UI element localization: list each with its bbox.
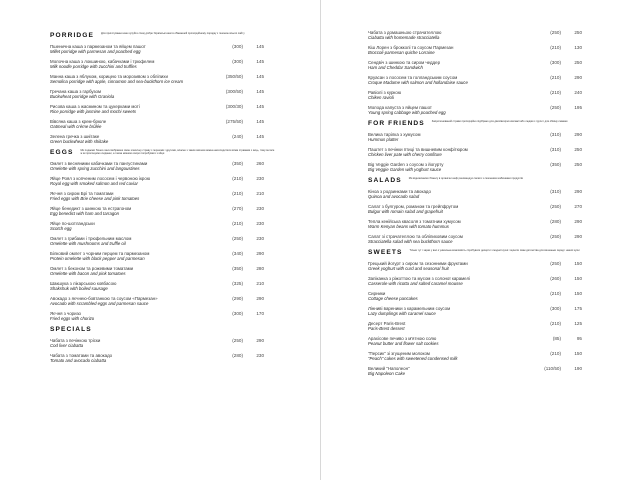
dish-price: 290: [574, 189, 582, 194]
dish-price: 280: [256, 266, 264, 271]
dish-weight: (325): [232, 281, 243, 286]
menu-item: [50, 251, 275, 261]
menu-item: [368, 291, 593, 301]
dish-weight: (110/50): [544, 366, 561, 371]
dish-name-ua: Зелена гречка з шиітаке: [50, 134, 100, 139]
dish-name-en: Peanut butter and flower salt cookies: [368, 341, 439, 346]
dish-weight: (250): [550, 204, 561, 209]
section-header: [50, 32, 275, 39]
section-note: Тільки тут і зараз у вас є унікальна можливість спробувати десерти з модної кухні і оцінити смак дитинства для вишеньки серед і нашої кухні: [409, 249, 580, 252]
dish-price: 290: [574, 219, 582, 224]
menu-item: [50, 311, 275, 321]
dish-weight: (250): [550, 105, 561, 110]
dish-weight: (210): [232, 191, 243, 196]
dish-price: 145: [256, 59, 264, 64]
dish-weight: (210): [550, 351, 561, 356]
dish-name-en: Egg benedict with ham and tarragon: [50, 211, 120, 216]
dish-weight: (85): [552, 336, 561, 341]
dish-name-ua: Омлет з весняними кабачками та пангустинами: [50, 161, 148, 166]
menu-item: [50, 104, 275, 114]
dish-price: 125: [574, 321, 582, 326]
menu-item: [368, 204, 593, 214]
dish-name-ua: Чабата з томатами та авокадо: [50, 353, 113, 358]
dish-weight: (300): [232, 59, 243, 64]
dish-name-en: Lazy dumplings with caramel sauce: [368, 311, 436, 316]
menu-item: [50, 89, 275, 99]
dish-name-en: Paris-Brest dessert: [368, 326, 405, 331]
dish-name-en: Croque Madame with salmon and hollandaise sauce: [368, 80, 468, 85]
dish-name-ua: Великий "Наполеон": [368, 366, 410, 371]
dish-name-en: Tomato and avocado ciabatta: [50, 358, 107, 363]
dish-name-ua: Салат з булгуром, романом та грейпфрутом: [368, 204, 459, 209]
menu-item: [368, 90, 593, 100]
menu-item: [368, 75, 593, 85]
dish-weight: (310): [550, 147, 561, 152]
dish-name-ua: Манна каша з яблуком, корицею та морозивом з обліпихи: [50, 74, 168, 79]
section-header: [368, 249, 593, 256]
dish-weight: (240): [232, 134, 243, 139]
dish-weight: (280): [232, 353, 243, 358]
dish-name-ua: Салат зі страчателлою та обліпиховим соусом: [368, 234, 463, 239]
dish-price: 240: [574, 90, 582, 95]
dish-name-en: Warm Kenyan beans with tomato hummus: [368, 224, 449, 229]
section-header: [368, 120, 593, 127]
menu-item: [368, 132, 593, 142]
menu-item: [368, 30, 593, 40]
dish-price: 290: [256, 338, 264, 343]
dish-name-en: Rice porridge with jasmine and mochi sweets: [50, 109, 136, 114]
section-note: Ми відновлюємо бізнесу в органічні шеф рекомендує салати з сезонними кабачками продуктів: [408, 177, 523, 180]
dish-price: 290: [256, 296, 264, 301]
dish-name-en: Fried eggs with Brie cheese and pink tomatoes: [50, 196, 140, 201]
left-column: [50, 30, 275, 368]
menu-item: [368, 351, 593, 361]
dish-price: 150: [574, 261, 582, 266]
dish-weight: (300): [550, 60, 561, 65]
dish-name-ua: Сендвіч з шинкою та сиром чеддер: [368, 60, 441, 65]
dish-price: 230: [256, 221, 264, 226]
menu-item: [368, 366, 593, 376]
section-title: EGGS: [50, 149, 74, 156]
dish-name-en: Shakshuk with boiled sausage: [50, 286, 108, 291]
dish-price: 145: [256, 134, 264, 139]
dish-name-ua: Яйце по-шотландськи: [50, 221, 95, 226]
specials-continued: [368, 30, 593, 115]
dish-name-en: Omelette with bacon and pink tomatoes: [50, 271, 126, 276]
dish-weight: (210): [232, 221, 243, 226]
dish-weight: (270): [232, 206, 243, 211]
menu-item: [368, 219, 593, 229]
dish-weight: (210): [550, 321, 561, 326]
menu-item: [50, 296, 275, 306]
dish-name-en: Fried eggs with chorizo: [50, 316, 95, 321]
dish-weight: (210): [550, 90, 561, 95]
menu-item: [50, 74, 275, 84]
menu-page-right: [320, 0, 640, 480]
dish-name-ua: Білковий омлет з чорним перцем та пармезаном: [50, 251, 150, 256]
dish-name-ua: Тепла кенійська квасоля з томатним хумусом: [368, 219, 461, 224]
dish-weight: (340): [232, 251, 243, 256]
section-header: [368, 177, 593, 184]
menu-item: [50, 266, 275, 276]
menu-item: [368, 306, 593, 316]
dish-weight: (210): [550, 291, 561, 296]
dish-name-ua: Молочна каша з локшиною, кабачками і трюфелем: [50, 59, 155, 64]
dish-name-ua: Рисова каша з жасмином та цукерками моті: [50, 104, 140, 109]
section-note: Для приготування каш купуйте спеці добре Українські каші в обмеженій пропорційному порядку з пшоною всього сайту: [100, 32, 245, 35]
dish-name-en: Green buckwheat with shiitake: [50, 139, 109, 144]
menu-section: [368, 120, 593, 172]
menu-item: [50, 134, 275, 144]
dish-weight: (210): [232, 176, 243, 181]
dish-price: 170: [256, 311, 264, 316]
dish-name-ua: Запіканка з ріжоттою та мусом з солоної карамелі: [368, 276, 471, 281]
dish-weight: (250): [550, 30, 561, 35]
dish-name-en: Avocado with scrambled eggs and parmesan sauce: [50, 301, 149, 306]
menu-item: [368, 336, 593, 346]
section-header: [50, 149, 275, 156]
dish-price: 230: [256, 353, 264, 358]
dish-name-ua: Big Veggie Garden з соусом з йогурту: [368, 162, 444, 167]
section-title: SWEETS: [368, 249, 403, 256]
dish-price: 250: [574, 60, 582, 65]
dish-weight: (300): [550, 306, 561, 311]
dish-name-en: Milk noodle porridge with zucchini and truffles: [50, 64, 137, 69]
dish-weight: (275/50): [225, 119, 243, 124]
dish-name-en: Omelette with spring zucchini and langoustines: [50, 166, 140, 171]
menu-item: [50, 338, 275, 348]
dish-weight: (250): [232, 338, 243, 343]
menu-section: [50, 326, 275, 363]
dish-name-en: Oatmeal with crème brûlée: [50, 124, 102, 129]
dish-name-en: "Peach" cakes with sweetened condensed milk: [368, 356, 458, 361]
dish-name-en: Big Napoleon Cake: [368, 371, 406, 376]
dish-price: 230: [256, 176, 264, 181]
dish-price: 290: [574, 75, 582, 80]
dish-weight: (300): [232, 311, 243, 316]
dish-name-en: Protein omelette with black pepper and parmesan: [50, 256, 145, 261]
dish-name-en: Broccoli-parmesan quiche Lorraine: [368, 50, 435, 55]
menu-item: [50, 44, 275, 54]
section-title: SPECIALS: [50, 326, 92, 333]
dish-name-ua: Кіш Лорен з брокколі та соусом Пармезан: [368, 45, 454, 50]
dish-name-ua: Круасан з лососем та голландським соусом: [368, 75, 458, 80]
menu-item: [50, 176, 275, 186]
section-note: Ми подаємо бізнес-ланчі вибравши свою класичну страву з першими і другими, власне з таким овочем можна насолодитися всіма стравами з яєць, тому ми все ж як пропонуємо сніданки, а також можемо скоро попробувати з яйця: [80, 149, 275, 156]
menu-item: [50, 191, 275, 201]
dish-price: 270: [574, 204, 582, 209]
menu-item: [368, 321, 593, 331]
dish-price: 210: [256, 191, 264, 196]
menu-item: [50, 59, 275, 69]
menu-item: [368, 234, 593, 244]
section-title: FOR FRIENDS: [368, 120, 425, 127]
menu-item: [50, 353, 275, 363]
dish-name-ua: Яйце бенедикт з шинкою та естрагоном: [50, 206, 132, 211]
dish-weight: (310): [550, 132, 561, 137]
dish-price: 145: [256, 44, 264, 49]
dish-weight: (250): [550, 234, 561, 239]
menu-section: [50, 32, 275, 144]
menu-item: [50, 161, 275, 171]
dish-weight: (350): [232, 161, 243, 166]
dish-weight: (300): [232, 44, 243, 49]
dish-name-ua: Арахісове печиво з м'ятною солю: [368, 336, 437, 341]
dish-price: 95: [576, 336, 582, 341]
dish-price: 290: [574, 234, 582, 239]
menu-section: [50, 149, 275, 321]
dish-name-en: Ciabatta with homemade stracciatella: [368, 35, 440, 40]
dish-name-en: Quinoa and avocado salad: [368, 194, 420, 199]
dish-name-ua: Паштет з печінки птиці та вишневим конфітюром: [368, 147, 468, 152]
dish-name-ua: Пшенична каша з пармезаном та яйцем пашот: [50, 44, 146, 49]
dish-weight: (210): [550, 75, 561, 80]
dish-name-ua: Грецький йогурт з сиром та сезонними фруктами: [368, 261, 468, 266]
menu-item: [368, 60, 593, 70]
menu-item: [50, 206, 275, 216]
dish-name-ua: Десерт Paris-Brest: [368, 321, 406, 326]
dish-price: 260: [256, 161, 264, 166]
dish-name-ua: Вівсяна каша з крем-брюле: [50, 119, 107, 124]
dish-name-ua: "Персик" зі згущеним молоком: [368, 351, 430, 356]
section-title: SALADS: [368, 177, 402, 184]
dish-price: 145: [256, 74, 264, 79]
menu-item: [368, 45, 593, 55]
dish-price: 175: [574, 306, 582, 311]
dish-weight: (280): [550, 219, 561, 224]
section-note: Запропонований страви пропорційно підібрано для двох/вечірні компанії або людям з групи і для обміну смакам: [431, 120, 568, 123]
dish-price: 230: [256, 236, 264, 241]
dish-price: 250: [574, 162, 582, 167]
menu-item: [368, 105, 593, 115]
dish-name-en: Stracciatella salad with sea buckthorn sauce: [368, 239, 453, 244]
dish-name-ua: Яйце Роял з копченим лососем і червоною ікрою: [50, 176, 151, 181]
dish-name-ua: Молода капуста з яйцем пашот: [368, 105, 432, 110]
right-column: [368, 30, 593, 381]
dish-name-en: Semolina porridge with apple, cinnamon and sea-buckthorn ice cream: [50, 79, 184, 84]
dish-weight: (350): [232, 266, 243, 271]
dish-price: 190: [574, 366, 582, 371]
dish-weight: (250): [550, 261, 561, 266]
dish-name-en: Royal egg with smoked salmon and red caviar: [50, 181, 138, 186]
dish-price: 230: [256, 206, 264, 211]
dish-price: 150: [574, 276, 582, 281]
dish-name-en: Buckwheat porridge with Graniola: [50, 94, 115, 99]
menu-item: [50, 281, 275, 291]
dish-name-en: Millet porridge with parmesan and poached egg: [50, 49, 141, 54]
dish-price: 145: [256, 89, 264, 94]
dish-name-en: Chicken liver pate with cherry confiture: [368, 152, 442, 157]
dish-name-ua: Чабата з печінкою тріски: [50, 338, 101, 343]
dish-weight: (310): [550, 189, 561, 194]
dish-weight: (290): [232, 296, 243, 301]
dish-name-ua: Кіноа з родзинками та авокадо: [368, 189, 431, 194]
dish-name-en: Scotch egg: [50, 226, 72, 231]
dish-name-ua: Яєчня з сиром Брі та томатами: [50, 191, 114, 196]
menu-item: [50, 221, 275, 231]
dish-name-en: Cottage cheese pancakes: [368, 296, 418, 301]
menu-item: [368, 189, 593, 199]
dish-name-ua: Яєчня з чоризо: [50, 311, 81, 316]
dish-name-en: Big Veggie Garden with yoghurt sauce: [368, 167, 442, 172]
dish-price: 145: [256, 119, 264, 124]
dish-name-en: Cod liver ciabatta: [50, 343, 84, 348]
dish-price: 210: [256, 281, 264, 286]
dish-weight: (300/30): [225, 104, 243, 109]
menu-item: [50, 236, 275, 246]
dish-weight: (350/50): [225, 74, 243, 79]
dish-name-en: Young spring cabbage with poached egg: [368, 110, 446, 115]
dish-price: 290: [574, 132, 582, 137]
dish-name-ua: Равіолі з куркою: [368, 90, 402, 95]
dish-name-ua: Чабата з домашньою страчателлою: [368, 30, 442, 35]
dish-name-ua: Омлет з грибами і трюфельним маслом: [50, 236, 132, 241]
dish-weight: (210): [550, 45, 561, 50]
dish-name-ua: Омлет з беконом та рожевими томатами: [50, 266, 134, 271]
dish-name-ua: Сирники: [368, 291, 386, 296]
menu-section: [368, 177, 593, 244]
dish-name-en: Omelette with mushrooms and truffle oil: [50, 241, 126, 246]
dish-price: 290: [256, 251, 264, 256]
menu-item: [368, 147, 593, 157]
dish-name-ua: Лінниві вареники з карамельним соусом: [368, 306, 451, 311]
dish-weight: (260): [550, 276, 561, 281]
dish-name-en: Casserole with ricotta and salted caramel mousse: [368, 281, 463, 286]
dish-weight: (350): [550, 162, 561, 167]
menu-section: [368, 249, 593, 376]
menu-item: [368, 276, 593, 286]
dish-name-en: Ham and Cheddar Sandwich: [368, 65, 423, 70]
dish-name-ua: Гречана каша з гарбузом: [50, 89, 101, 94]
dish-price: 130: [574, 45, 582, 50]
menu-item: [50, 119, 275, 129]
dish-price: 250: [574, 30, 582, 35]
dish-price: 145: [256, 104, 264, 109]
dish-weight: (300/50): [225, 89, 243, 94]
dish-weight: (250): [232, 236, 243, 241]
section-title: PORRIDGE: [50, 32, 94, 39]
dish-name-en: Greek yoghurt with curd and seasonal fruit: [368, 266, 449, 271]
dish-name-ua: Велика тарілка з хумусом: [368, 132, 421, 137]
menu-item: [368, 261, 593, 271]
dish-price: 150: [574, 351, 582, 356]
dish-name-en: Bulgur with romain salad and grapefruit: [368, 209, 443, 214]
section-header: [50, 326, 275, 333]
menu-item: [368, 162, 593, 172]
dish-name-en: Chiken ravioli: [368, 95, 394, 100]
dish-price: 250: [574, 147, 582, 152]
dish-name-ua: Шакшука з лікарською ковбасою: [50, 281, 117, 286]
dish-price: 195: [574, 105, 582, 110]
dish-name-ua: Авокадо з яєчнею-бовтанкою та соусом «Пармезан»: [50, 296, 158, 301]
dish-name-en: Hummus platter: [368, 137, 399, 142]
dish-price: 150: [574, 291, 582, 296]
